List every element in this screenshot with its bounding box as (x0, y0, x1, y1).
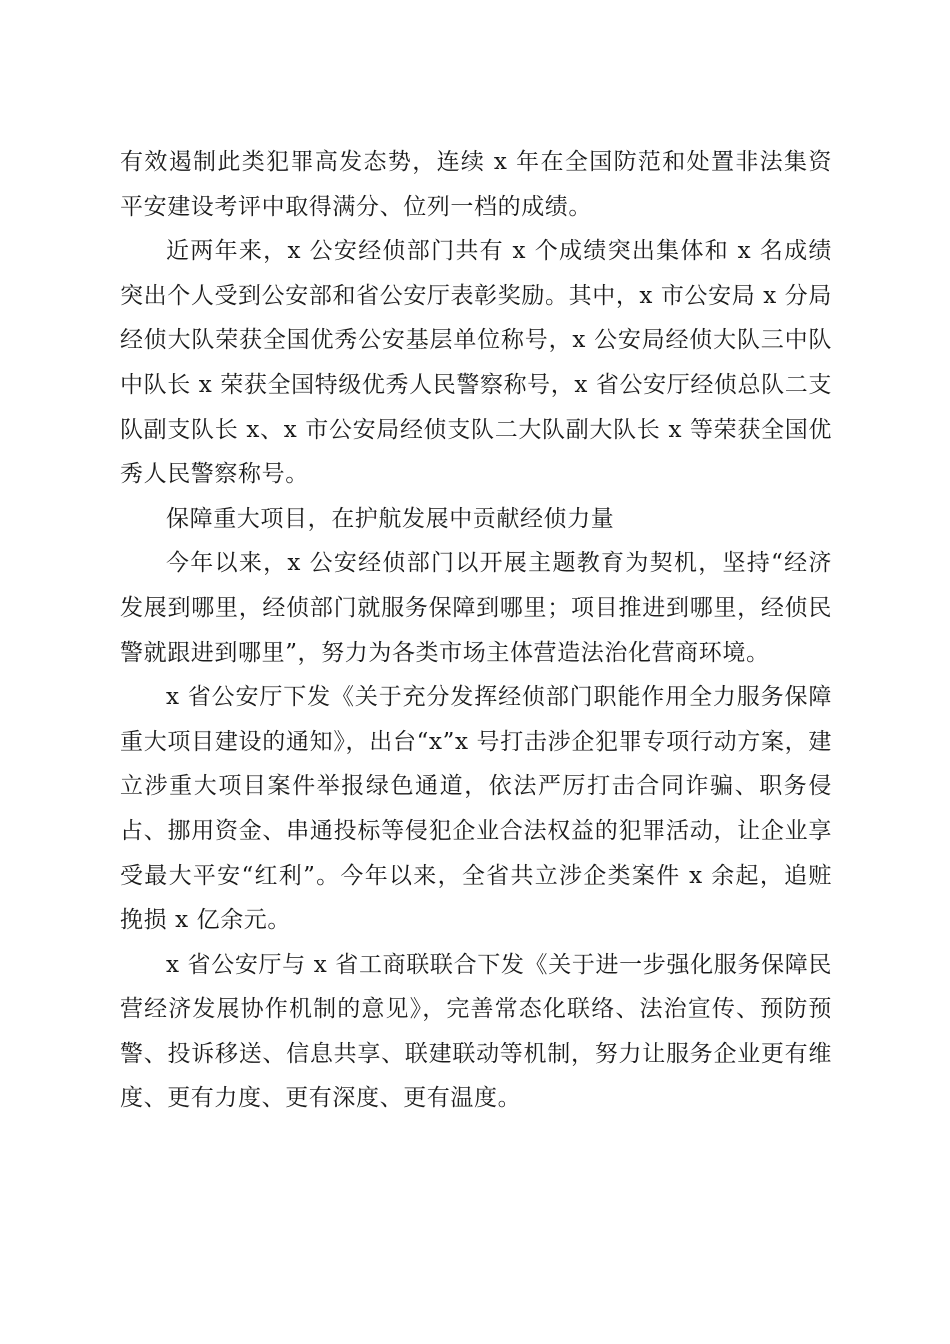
paragraph-achievement-result: 有效遏制此类犯罪高发态势，连续 x 年在全国防范和处置非法集资平安建设考评中取得满分、位列一档的成绩。 (120, 149, 832, 220)
paragraph-provincial-notice: x 省公安厅下发《关于充分发挥经侦部门职能作用全力服务保障重大项目建设的通知》，出台“x”x 号打击涉企犯罪专项行动方案，建立涉重大项目案件举报绿色通道，依法严厉打击合同诈骗、职务侵占、挪用资金、串通投标等侵犯企业合法权益的犯罪活动，让企业享受最大平安“红利”。今年以来，全省共立涉企类案件 x 余起，追赃挽损 x 亿余元。 (120, 684, 832, 934)
section-heading-major-projects: 保障重大项目，在护航发展中贡献经侦力量 (166, 505, 615, 532)
paragraph-awards: 近两年来，x 公安经侦部门共有 x 个成绩突出集体和 x 名成绩突出个人受到公安部和省公安厅表彰奖励。其中，x 市公安局 x 分局经侦大队荣获全国优秀公安基层单位称号，x 公安局经侦大队三中队中队长 x 荣获全国特级优秀人民警察称号，x 省公安厅经侦总队二支队副支队长 x、x 市公安局经侦支队二大队副大队长 x 等荣获全国优秀人民警察称号。 (120, 238, 832, 488)
paragraph-theme-education: 今年以来，x 公安经侦部门以开展主题教育为契机，坚持“经济发展到哪里，经侦部门就服务保障到哪里；项目推进到哪里，经侦民警就跟进到哪里”，努力为各类市场主体营造法治化营商环境。 (120, 550, 832, 666)
paragraph-private-economy: x 省公安厅与 x 省工商联联合下发《关于进一步强化服务保障民营经济发展协作机制的意见》，完善常态化联络、法治宣传、预防预警、投诉移送、信息共享、联建联动等机制，努力让服务企业更有维度、更有力度、更有深度、更有温度。 (120, 951, 832, 1112)
document-body (120, 140, 832, 1121)
